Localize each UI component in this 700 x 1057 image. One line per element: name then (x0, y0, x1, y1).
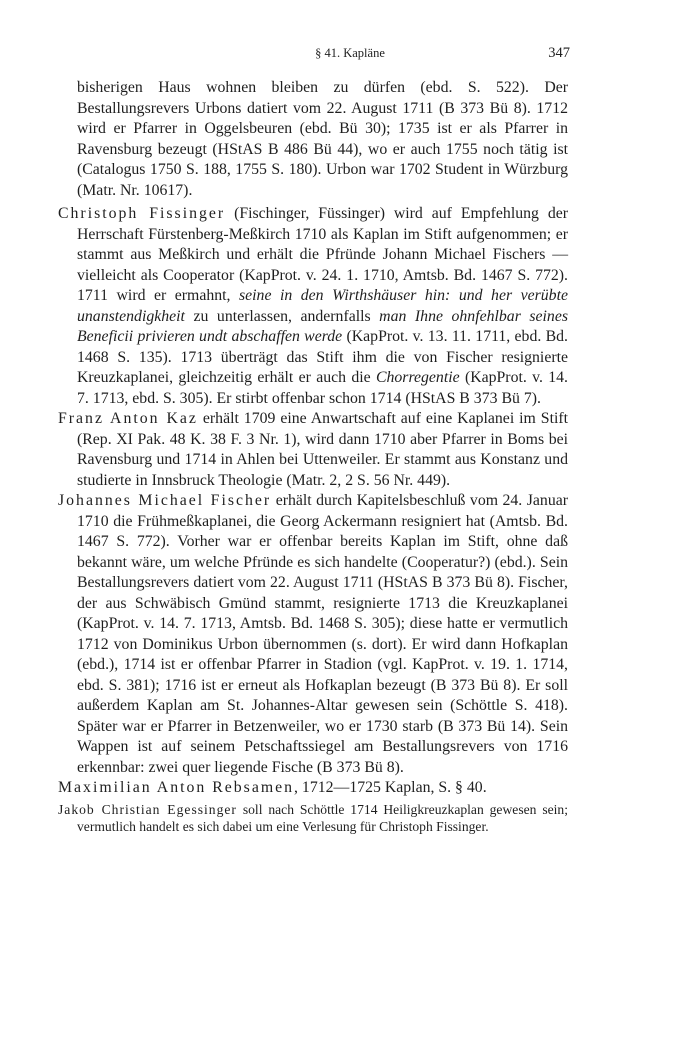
entry-text: erhält durch Kapitelsbeschluß vom 24. Januar 1710 die Frühmeßkaplanei, die Georg Ackermann resigniert hat (Amtsb. Bd. 1467 S. 772). Vorher war er offenbar bereits Kaplan im Stift, ohne daß bekannt wäre, um welche Pfründe es sich handelte (Cooperatur?) (ebd.). Sein Bestallungsrevers datiert vom 22. August 1711 (HStAS B 373 Bü 8). Fischer, der aus Schwäbisch Gmünd stammt, resignierte 1713 die Kreuzkaplanei (KapProt. v. 14. 7. 1713, Amtsb. Bd. 1468 S. 305); diese hatte er vermutlich 1712 von Dominikus Urbon übernommen (s. dort). Er wird dann Hofkaplan (ebd.), 1714 ist er offenbar Pfarrer in Stadion (vgl. KapProt. v. 19. 1. 1714, ebd. S. 381); 1716 ist er erneut als Hofkaplan bezeugt (B 373 Bü 8). Er soll außerdem Kaplan am St. Johannes-Altar gewesen sein (Schöttle S. 418). Später war er Pfarrer in Betzenweiler, wo er 1730 starb (B 373 Bü 14). Sein Wappen ist auf seinem Petschaftssiegel am Bestallungsrevers von 1716 erkennbar: zwei quer liegende Fische (B 373 Bü 8). (77, 492, 568, 776)
entry-jakob-christian-egessinger (58, 801, 568, 836)
entry-name: Maximilian Anton Rebsamen (58, 779, 295, 796)
page-number: 347 (548, 45, 570, 61)
continued-paragraph: bisherigen Haus wohnen bleiben zu dürfen (ebd. S. 522). Der Bestallungsrevers Urbons datiert vom 22. August 1711 (B 373 Bü 8). 1712 wird er Pfarrer in Oggelsbeuren (ebd. Bü 30); 1735 ist er als Pfarrer in Ravensburg bezeugt (HStAS B 486 Bü 44), wo er auch 1755 noch tätig ist (Catalogus 1750 S. 188, 1755 S. 180). Urbon war 1702 Student in Würzburg (Matr. Nr. 10617). (77, 79, 568, 199)
entry-name: Johannes Michael Fischer (58, 492, 272, 509)
entry-maximilian-anton-rebsamen (58, 778, 568, 799)
entry-text: , 1712—1725 Kaplan, S. § 40. (294, 779, 487, 796)
page-body (0, 78, 700, 836)
entry-name: Franz Anton Kaz (58, 410, 198, 427)
entry-text: erhält 1709 eine Anwartschaft auf eine Kaplanei im Stift (Rep. XI Pak. 48 K. 38 F. 3 Nr. 1), wird dann 1710 aber Pfarrer in Boms bei Ravensburg und 1714 in Ahlen bei Uttenweiler. Er stammt aus Konstanz und studierte in Innsbruck Theologie (Matr. 2, 2 S. 56 Nr. 449). (77, 410, 569, 489)
entry-christoph-fissinger (58, 204, 568, 409)
entry-text: (KapProt. v. 13. 11. 1711, ebd. Bd. 1468 S. 135). 1713 überträgt das Stift ihm die von Fischer resignierte Kreuzkaplanei, gleichzeitig erhält er auch die (77, 328, 568, 386)
quote-italic: Chorregentie (375, 369, 460, 386)
quote-italic: seine in den Wirthshäuser hin: und her verübte unanstendigkheit (77, 287, 568, 325)
entry-text: (KapProt. v. 14. 7. 1713, ebd. S. 305). Er stirbt offenbar schon 1714 (HStAS B 373 Bü 7). (77, 369, 568, 407)
entry-text: (Fischinger, Füssinger) wird auf Empfehlung der Herrschaft Fürstenberg-Meßkirch 1710 als Kaplan im Stift aufgenommen; er stammt aus Meßkirch und erhält die Pfründe Johann Michael Fischers — vielleicht als Cooperator (KapProt. v. 24. 1. 1710, Amtsb. Bd. 1467 S. 772). 1711 wird er ermahnt, (77, 205, 569, 304)
entry-johannes-michael-fischer (58, 491, 568, 778)
entry-text: zu unterlassen, andernfalls (184, 307, 380, 325)
entry-franz-anton-kaz (58, 409, 568, 491)
quote-italic: man Ihne ohnfehlbar seines Beneficii privieren undt abschaffen werde (77, 307, 568, 345)
entry-name: Christoph Fissinger (58, 205, 226, 222)
entry-name: Jakob Christian Egessinger (58, 801, 237, 817)
entry-text: soll nach Schöttle 1714 Heiligkreuzkaplan gewesen sein; vermutlich handelt es sich dabei um eine Verlesung für Christoph Fissinger. (77, 801, 568, 834)
running-head: § 41. Kapläne (315, 46, 385, 60)
page-header (0, 46, 700, 66)
